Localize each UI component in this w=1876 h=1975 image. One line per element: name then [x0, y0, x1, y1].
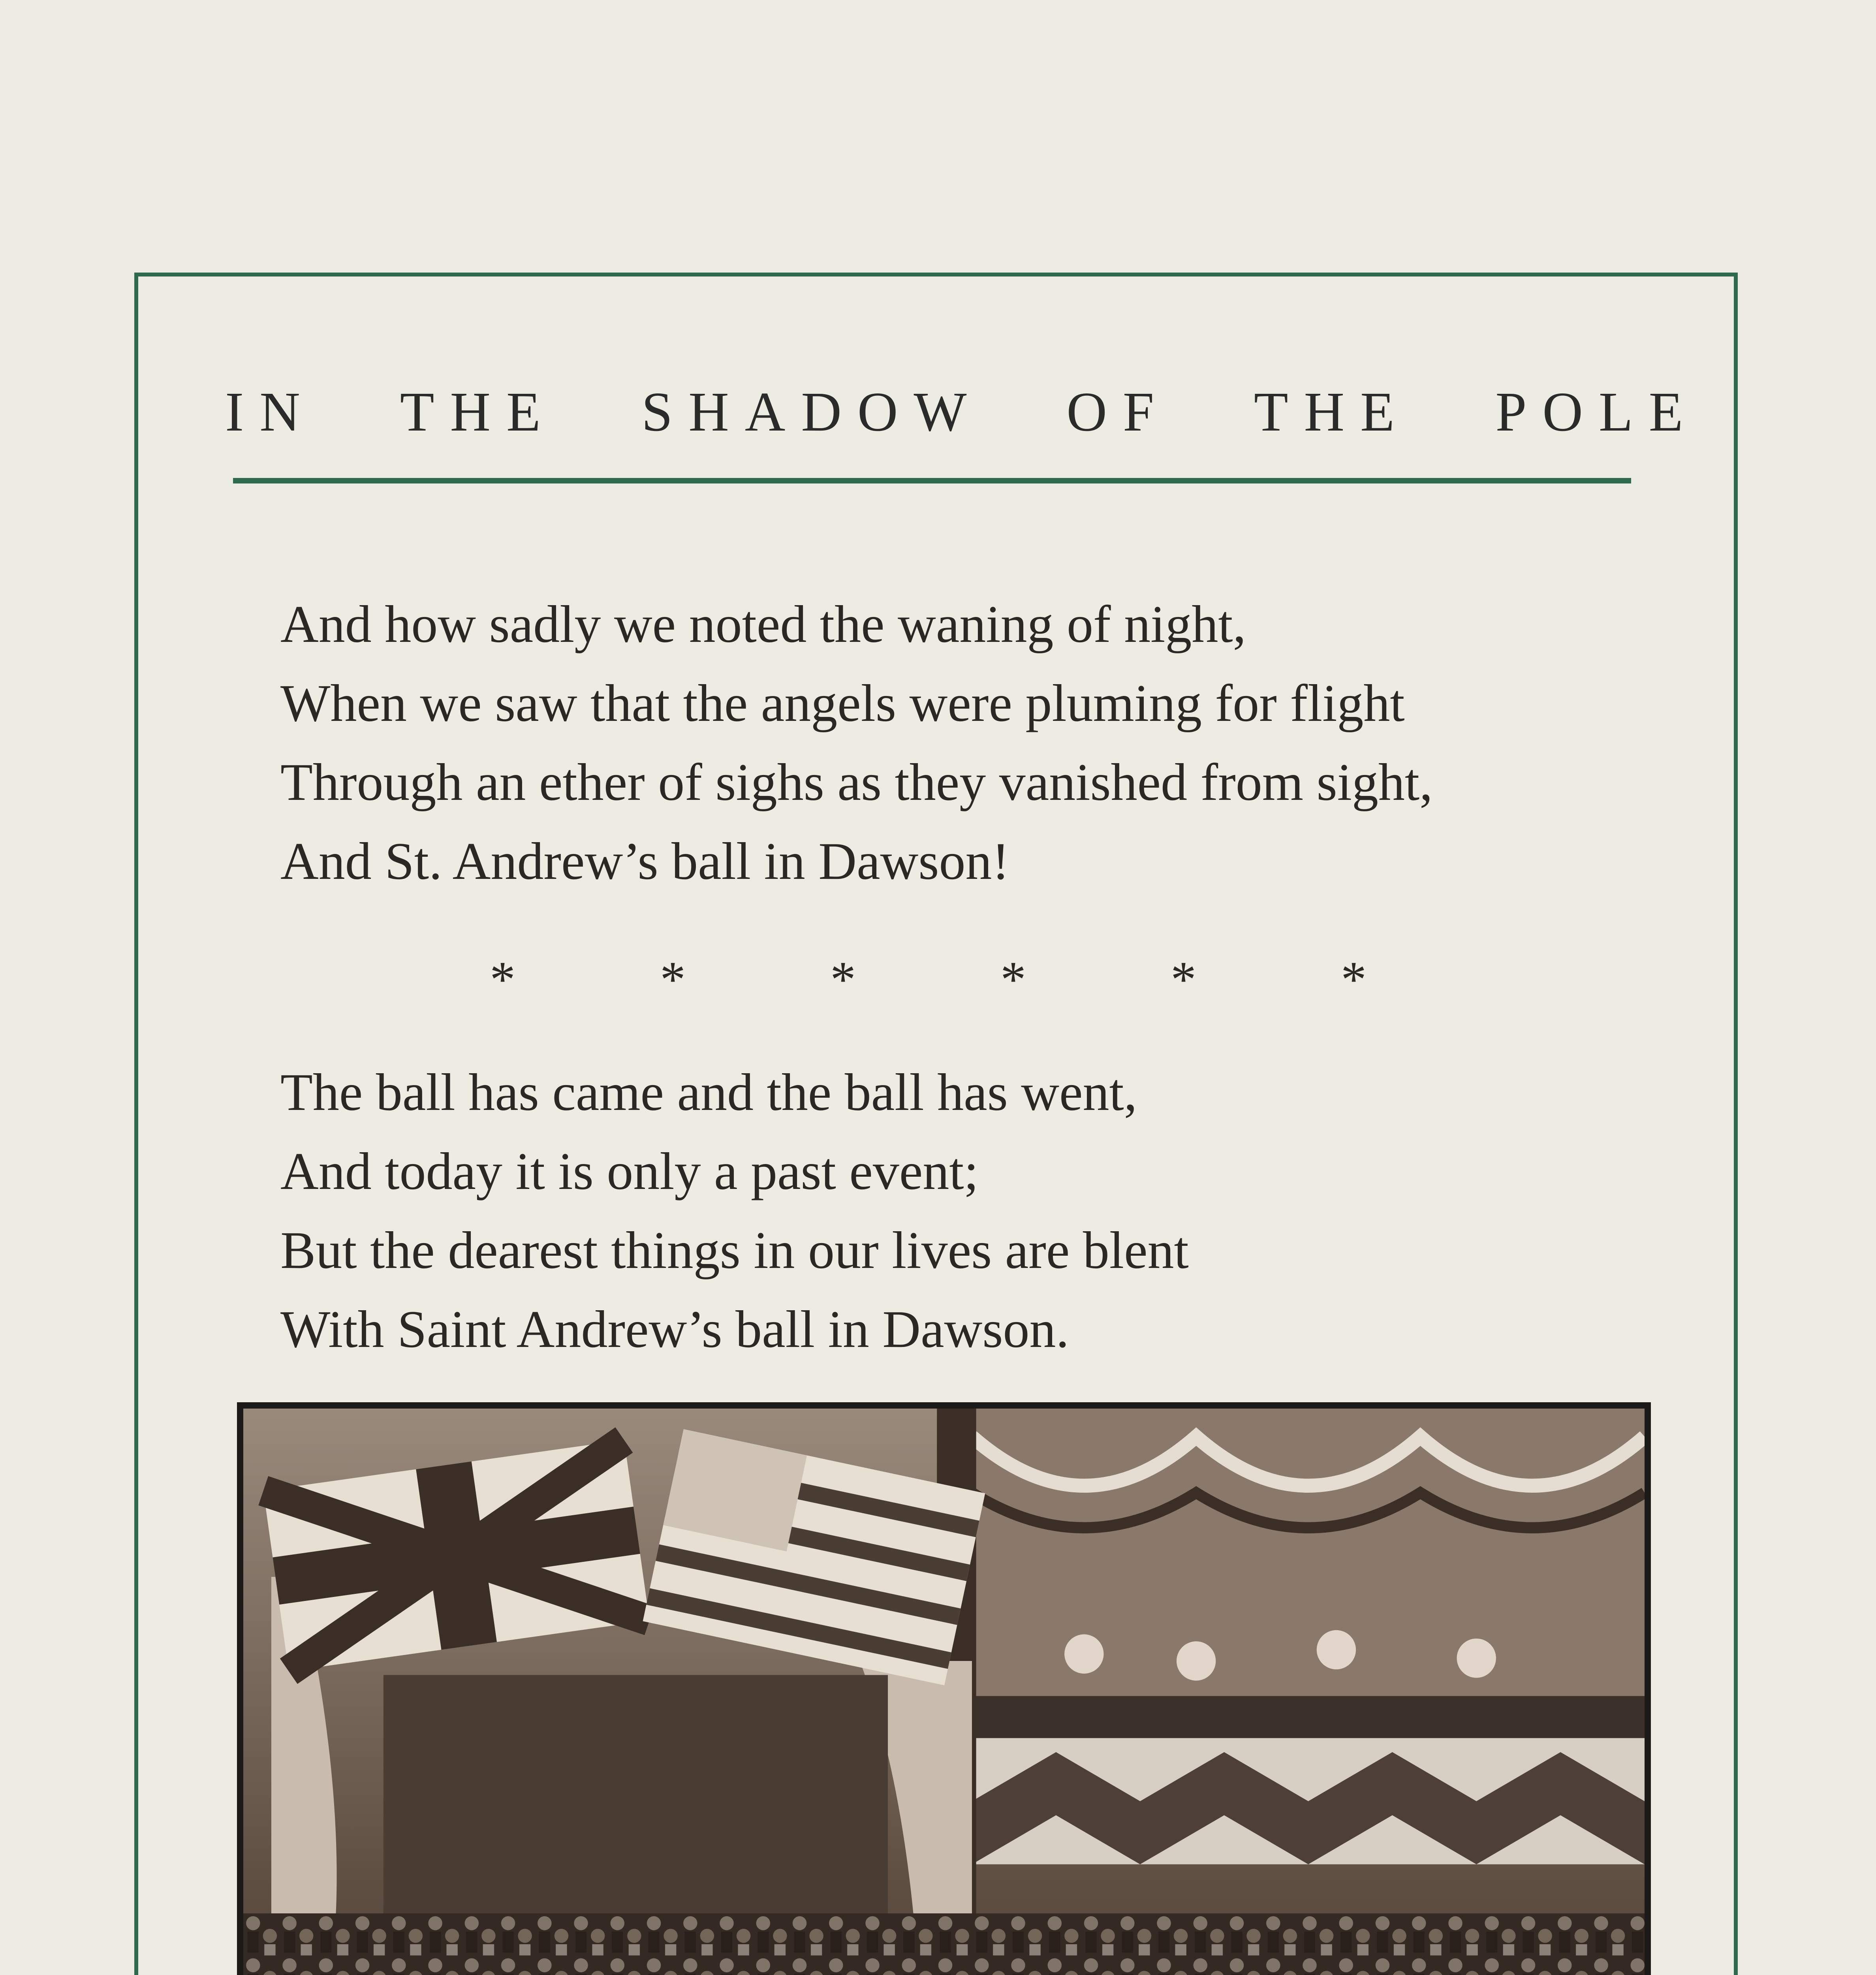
asterisk: * — [1341, 951, 1367, 1008]
poem-line: The ball has came and the ball has went, — [280, 1063, 1137, 1121]
running-head: IN THE SHADOW OF THE POLE — [225, 380, 1699, 443]
poem-line: And how sadly we noted the waning of night, — [280, 595, 1246, 653]
poem-line: With Saint Andrew’s ball in Dawson. — [280, 1300, 1069, 1358]
section-break-asterisks — [490, 950, 1367, 1009]
asterisk: * — [1000, 951, 1026, 1008]
stanza-2 — [280, 1053, 1647, 1369]
ballroom-photo-illustration — [243, 1409, 1645, 1975]
stanza-1 — [280, 585, 1647, 901]
asterisk: * — [490, 951, 515, 1008]
poem-line: And St. Andrew’s ball in Dawson! — [280, 832, 1010, 890]
asterisk: * — [830, 951, 856, 1008]
poem-line: Through an ether of sighs as they vanished from sight, — [280, 753, 1433, 811]
poem — [280, 585, 1647, 1369]
poem-line: But the dearest things in our lives are blent — [280, 1221, 1189, 1279]
asterisk: * — [660, 951, 686, 1008]
head-rule — [233, 478, 1631, 483]
ballroom-photograph — [237, 1402, 1651, 1975]
poem-line: And today it is only a past event; — [280, 1142, 979, 1200]
balcony — [972, 1409, 1645, 1864]
asterisk: * — [1171, 951, 1196, 1008]
poem-line: When we saw that the angels were pluming for flight — [280, 674, 1405, 732]
